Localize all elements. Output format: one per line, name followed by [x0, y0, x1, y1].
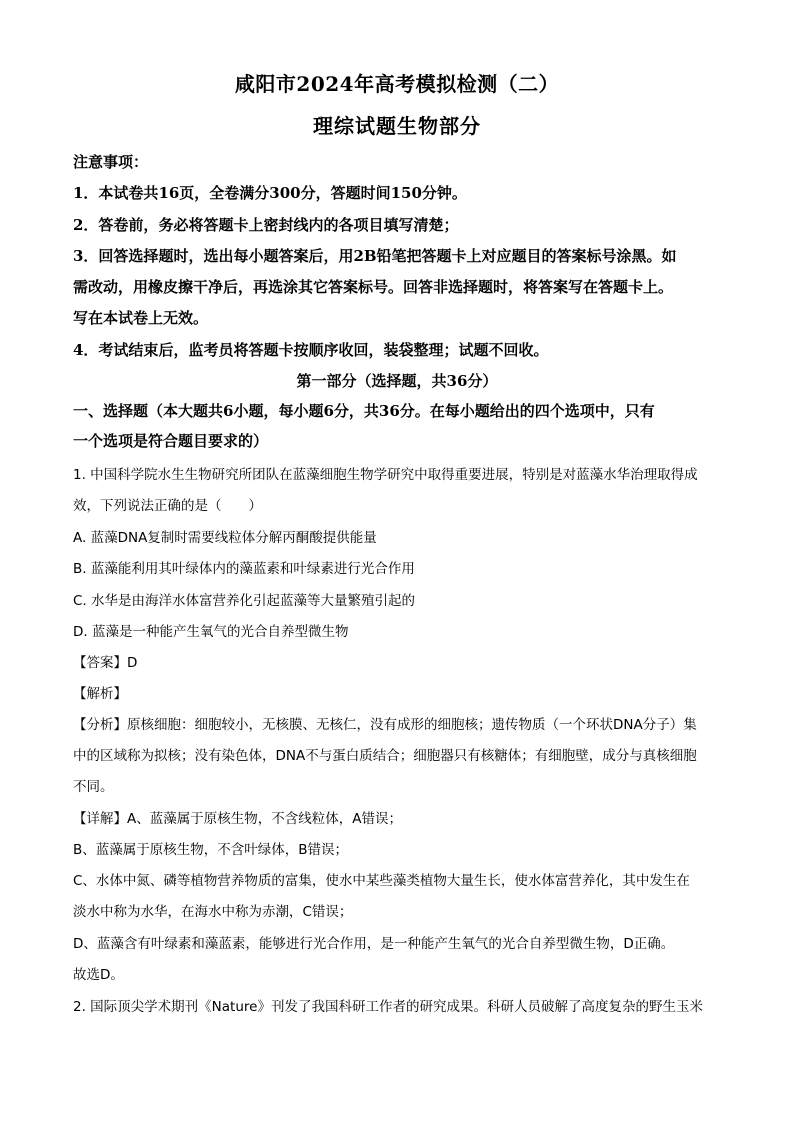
note-item-3-line-1: 3．回答选择题时，选出每小题答案后，用2B铅笔把答题卡上对应题目的答案标号涂黑。如 [73, 247, 677, 265]
question-1-option-d: D. 蓝藻是一种能产生氧气的光合自养型微生物 [73, 624, 349, 640]
question-1-fenxi-line-2: 中的区域称为拟核；没有染色体，DNA不与蛋白质结合；细胞器只有核糖体；有细胞壁，成分与真核细胞 [73, 748, 697, 764]
question-1-detail-line-6: 故选D。 [73, 967, 124, 983]
section-intro-line-1: 一、选择题（本大题共6小题，每小题6分，共36分。在每小题给出的四个选项中，只有 [73, 402, 655, 420]
question-1-analysis-heading: 【解析】 [73, 686, 127, 702]
question-1-option-b: B. 蓝藻能利用其叶绿体内的藻蓝素和叶绿素进行光合作用 [73, 561, 415, 577]
question-1-fenxi-line-3: 不同。 [73, 779, 114, 795]
question-1-detail-line-5: D、蓝藻含有叶绿素和藻蓝素，能够进行光合作用，是一种能产生氧气的光合自养型微生物，D正确。 [73, 936, 675, 952]
note-item-4: 4．考试结束后，监考员将答题卡按顺序收回，装袋整理；试题不回收。 [73, 341, 549, 359]
note-item-2: 2．答卷前，务必将答题卡上密封线内的各项目填写清楚； [73, 216, 459, 234]
note-item-3-line-3: 写在本试卷上无效。 [73, 309, 209, 327]
question-1-detail-line-4: 淡水中称为水华，在海水中称为赤潮，C错误； [73, 904, 353, 920]
notes-heading: 注意事项： [73, 153, 149, 171]
note-item-3-line-2: 需改动，用橡皮擦干净后，再选涂其它答案标号。回答非选择题时，将答案写在答题卡上。 [73, 278, 674, 296]
note-item-1: 1．本试卷共16页，全卷满分300分，答题时间150分钟。 [73, 184, 467, 202]
question-1-option-c: C. 水华是由海洋水体富营养化引起蓝藻等大量繁殖引起的 [73, 593, 416, 609]
section-intro-line-2: 一个选项是符合题目要求的） [73, 432, 269, 450]
question-1-stem-line-1: 1. 中国科学院水生生物研究所团队在蓝藻细胞生物学研究中取得重要进展，特别是对蓝藻水华治理取得成 [73, 467, 698, 483]
question-1-detail-line-1: 【详解】A、蓝藻属于原核生物，不含线粒体，A错误； [73, 811, 402, 827]
page-title: 咸阳市2024年高考模拟检测（二） [234, 72, 560, 96]
section-heading: 第一部分（选择题，共36分） [296, 372, 498, 390]
question-2-stem-line-1: 2. 国际顶尖学术期刊《Nature》刊发了我国科研工作者的研究成果。科研人员破解了高度复杂的野生玉米 [73, 999, 703, 1015]
question-1-answer: 【答案】D [73, 655, 138, 671]
question-1-stem-line-2: 效，下列说法正确的是（ ） [73, 498, 262, 514]
question-1-detail-line-2: B、蓝藻属于原核生物，不含叶绿体，B错误； [73, 842, 349, 858]
question-1-fenxi-line-1: 【分析】原核细胞：细胞较小，无核膜、无核仁，没有成形的细胞核；遗传物质（一个环状DNA分子）集 [73, 717, 697, 733]
page-subtitle: 理综试题生物部分 [313, 114, 481, 138]
question-1-option-a: A. 蓝藻DNA复制时需要线粒体分解丙酮酸提供能量 [73, 530, 377, 546]
question-1-detail-line-3: C、水体中氮、磷等植物营养物质的富集，使水中某些藻类植物大量生长，使水体富营养化，其中发生在 [73, 873, 690, 889]
